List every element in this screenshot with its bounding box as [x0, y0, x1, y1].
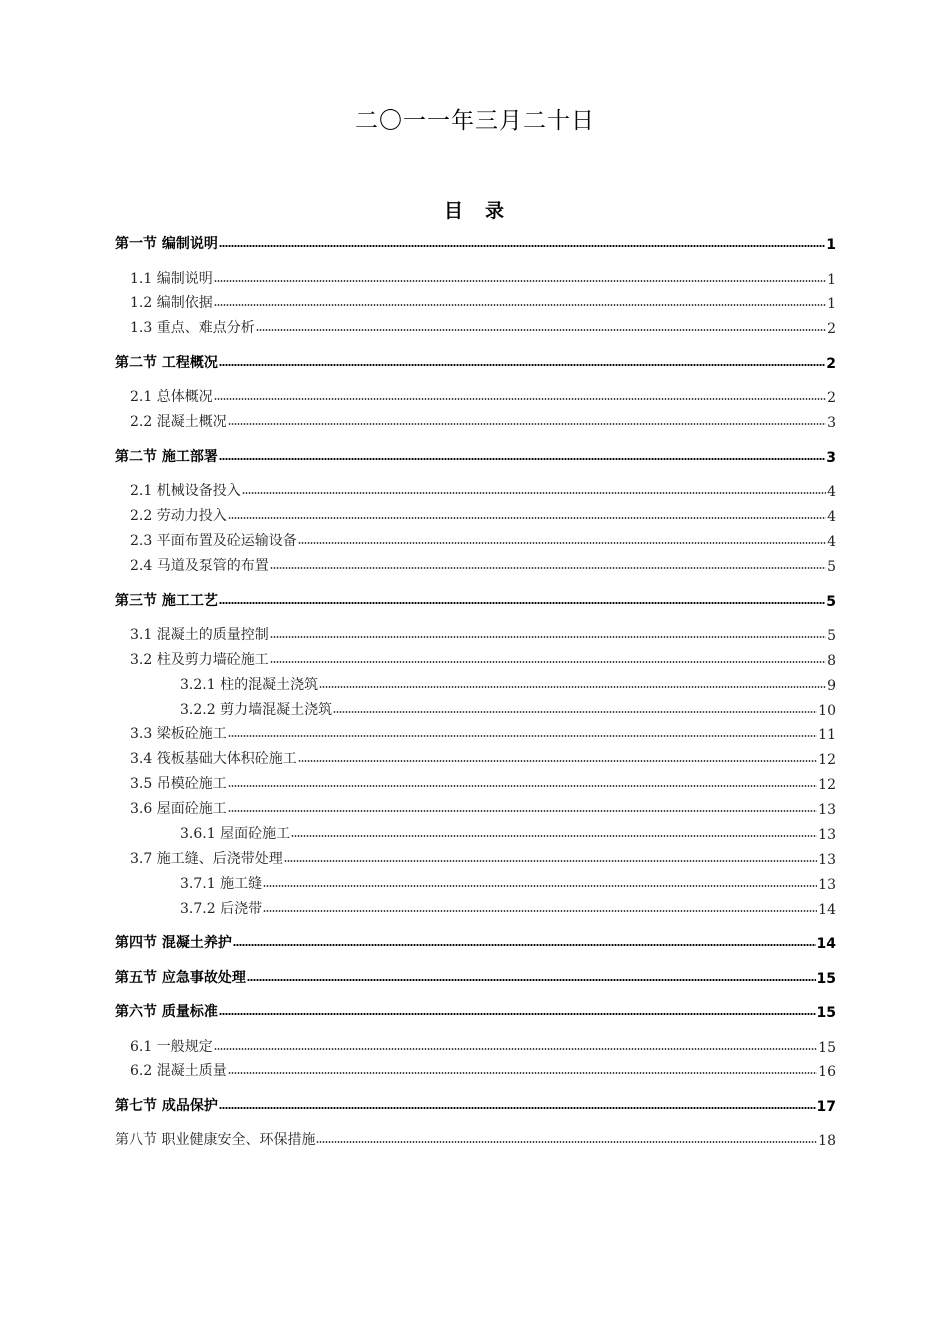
toc-page-number: 14	[818, 902, 836, 918]
toc-leader-dots	[270, 635, 826, 639]
toc-entry-label: 3.5 吊模砼施工	[130, 776, 227, 792]
toc-entry-label: 2.1 总体概况	[130, 389, 213, 405]
toc-leader-dots	[214, 397, 826, 401]
toc-entry-3-6[interactable]	[115, 796, 836, 818]
toc-page-number: 1	[827, 272, 836, 288]
toc-entry-section-2[interactable]	[115, 350, 836, 372]
toc-leader-dots	[219, 601, 825, 605]
toc-leader-dots	[228, 784, 817, 788]
toc-leader-dots	[333, 710, 817, 714]
toc-leader-dots	[228, 516, 826, 520]
toc-page-number: 13	[818, 827, 836, 843]
toc-entry-label: 第五节 应急事故处理	[115, 970, 246, 986]
toc-leader-dots	[228, 422, 826, 426]
toc-page-number: 11	[818, 727, 836, 743]
toc-page-number: 13	[818, 802, 836, 818]
toc-leader-dots	[284, 859, 817, 863]
toc-entry-section-2b[interactable]	[115, 444, 836, 466]
toc-page-number: 12	[818, 752, 836, 768]
toc-entry-label: 3.1 混凝土的质量控制	[130, 627, 269, 643]
toc-entry-label: 3.4 筏板基础大体积砼施工	[130, 751, 297, 767]
toc-page-number: 9	[827, 678, 836, 694]
toc-entry-section-5[interactable]	[115, 965, 836, 987]
toc-leader-dots	[233, 943, 816, 947]
toc-leader-dots	[298, 759, 817, 763]
toc-entry-label: 2.2 混凝土概况	[130, 414, 227, 430]
toc-entry-2-1[interactable]	[115, 384, 836, 406]
toc-page-number: 18	[818, 1133, 836, 1149]
toc-page-number: 8	[827, 653, 836, 669]
document-date: 二〇一一年三月二十日	[355, 108, 595, 134]
toc-entry-section-3[interactable]	[115, 588, 836, 610]
toc-entry-2b-3[interactable]	[115, 528, 836, 550]
toc-entry-label: 3.2.1 柱的混凝土浇筑	[180, 677, 319, 693]
toc-leader-dots	[263, 909, 817, 913]
toc-title-char-1: 目	[443, 200, 465, 222]
toc-entry-label: 3.7.2 后浇带	[180, 901, 263, 917]
toc-leader-dots	[214, 279, 826, 283]
toc-page-number: 1	[827, 296, 836, 312]
toc-entry-label: 6.2 混凝土质量	[130, 1063, 227, 1079]
toc-entry-label: 第八节 职业健康安全、环保措施	[115, 1132, 316, 1148]
toc-entry-3-2[interactable]	[115, 647, 836, 669]
toc-leader-dots	[219, 1012, 816, 1016]
toc-leader-dots	[214, 1047, 817, 1051]
toc-page-number: 5	[827, 628, 836, 644]
toc-entry-label: 6.1 一般规定	[130, 1039, 213, 1055]
toc-page-number: 5	[827, 559, 836, 575]
toc-entry-label: 第二节 工程概况	[115, 355, 218, 371]
toc-entry-2-2[interactable]	[115, 409, 836, 431]
toc-page-number: 15	[818, 1040, 836, 1056]
toc-page-number: 17	[816, 1099, 836, 1115]
toc-entry-1-1[interactable]	[115, 266, 836, 288]
toc-entry-6-1[interactable]	[115, 1034, 836, 1056]
toc-page-number: 3	[826, 450, 836, 466]
toc-page-number: 2	[827, 390, 836, 406]
toc-page-number: 16	[818, 1064, 836, 1080]
toc-entry-1-3[interactable]	[115, 315, 836, 337]
toc-entry-label: 2.4 马道及泵管的布置	[130, 558, 269, 574]
toc-entry-label: 3.3 梁板砼施工	[130, 726, 227, 742]
toc-page-number: 13	[818, 877, 836, 893]
toc-entry-label: 第六节 质量标准	[115, 1004, 218, 1020]
toc-entry-1-2[interactable]	[115, 290, 836, 312]
toc-entry-3-1[interactable]	[115, 622, 836, 644]
toc-entry-label: 2.2 劳动力投入	[130, 508, 227, 524]
toc-entry-3-7[interactable]	[115, 846, 836, 868]
toc-leader-dots	[298, 541, 826, 545]
toc-leader-dots	[316, 1140, 817, 1144]
toc-entry-label: 3.2.2 剪力墙混凝土浇筑	[180, 702, 333, 718]
toc-title-char-2: 录	[485, 200, 507, 222]
toc-leader-dots	[214, 303, 826, 307]
toc-entry-label: 3.6.1 屋面砼施工	[180, 826, 291, 842]
toc-entry-3-7-1[interactable]	[115, 871, 836, 893]
toc-entry-label: 1.1 编制说明	[130, 271, 213, 287]
toc-leader-dots	[242, 491, 826, 495]
toc-leader-dots	[219, 1106, 816, 1110]
toc-leader-dots	[270, 660, 826, 664]
toc-entry-3-4[interactable]	[115, 746, 836, 768]
toc-entry-2b-1[interactable]	[115, 478, 836, 500]
toc-leader-dots	[263, 884, 817, 888]
toc-page-number: 2	[826, 356, 836, 372]
toc-entry-label: 第二节 施工部署	[115, 449, 218, 465]
toc-entry-section-7[interactable]	[115, 1093, 836, 1115]
toc-entry-label: 1.2 编制依据	[130, 295, 213, 311]
toc-entry-3-2-1[interactable]	[115, 672, 836, 694]
toc-page-number: 14	[816, 936, 836, 952]
toc-entry-label: 第七节 成品保护	[115, 1098, 218, 1114]
toc-entry-2b-2[interactable]	[115, 503, 836, 525]
toc-entry-2b-4[interactable]	[115, 553, 836, 575]
toc-page-number: 1	[826, 237, 836, 253]
toc-entry-3-5[interactable]	[115, 771, 836, 793]
toc-leader-dots	[219, 244, 825, 248]
toc-entry-3-3[interactable]	[115, 721, 836, 743]
toc-leader-dots	[247, 978, 816, 982]
toc-page-number: 4	[827, 534, 836, 550]
toc-entry-3-7-2[interactable]	[115, 896, 836, 918]
toc-leader-dots	[270, 566, 826, 570]
toc-entry-section-1[interactable]	[115, 231, 836, 253]
toc-leader-dots	[319, 685, 826, 689]
toc-entry-6-2[interactable]	[115, 1058, 836, 1080]
toc-entry-label: 1.3 重点、难点分析	[130, 320, 255, 336]
toc-leader-dots	[219, 457, 825, 461]
toc-page-number: 15	[816, 1005, 836, 1021]
toc-entry-label: 第一节 编制说明	[115, 236, 218, 252]
toc-leader-dots	[291, 834, 817, 838]
toc-page-number: 10	[818, 703, 836, 719]
toc-page-number: 12	[818, 777, 836, 793]
toc-page-number: 4	[827, 484, 836, 500]
toc-entry-label: 3.7.1 施工缝	[180, 876, 263, 892]
toc-entry-label: 3.7 施工缝、后浇带处理	[130, 851, 283, 867]
toc-leader-dots	[256, 328, 826, 332]
toc-entry-3-2-2[interactable]	[115, 697, 836, 719]
toc-page-number: 3	[827, 415, 836, 431]
toc-page-number: 5	[826, 594, 836, 610]
toc-entry-label: 3.6 屋面砼施工	[130, 801, 227, 817]
toc-leader-dots	[228, 809, 817, 813]
toc-entry-label: 第三节 施工工艺	[115, 593, 218, 609]
toc-leader-dots	[219, 363, 825, 367]
toc-entry-label: 2.3 平面布置及砼运输设备	[130, 533, 297, 549]
toc-entry-3-6-1[interactable]	[115, 821, 836, 843]
toc-entry-section-4[interactable]	[115, 930, 836, 952]
toc-entry-label: 2.1 机械设备投入	[130, 483, 241, 499]
toc-leader-dots	[228, 1071, 817, 1075]
toc-entry-section-8[interactable]	[115, 1127, 836, 1149]
toc-title	[0, 196, 950, 223]
toc-page-number: 15	[816, 971, 836, 987]
toc-page-number: 4	[827, 509, 836, 525]
toc-entry-label: 3.2 柱及剪力墙砼施工	[130, 652, 269, 668]
toc-leader-dots	[228, 734, 817, 738]
toc-entry-section-6[interactable]	[115, 999, 836, 1021]
toc-page-number: 13	[818, 852, 836, 868]
toc-entry-label: 第四节 混凝土养护	[115, 935, 232, 951]
toc-page-number: 2	[827, 321, 836, 337]
